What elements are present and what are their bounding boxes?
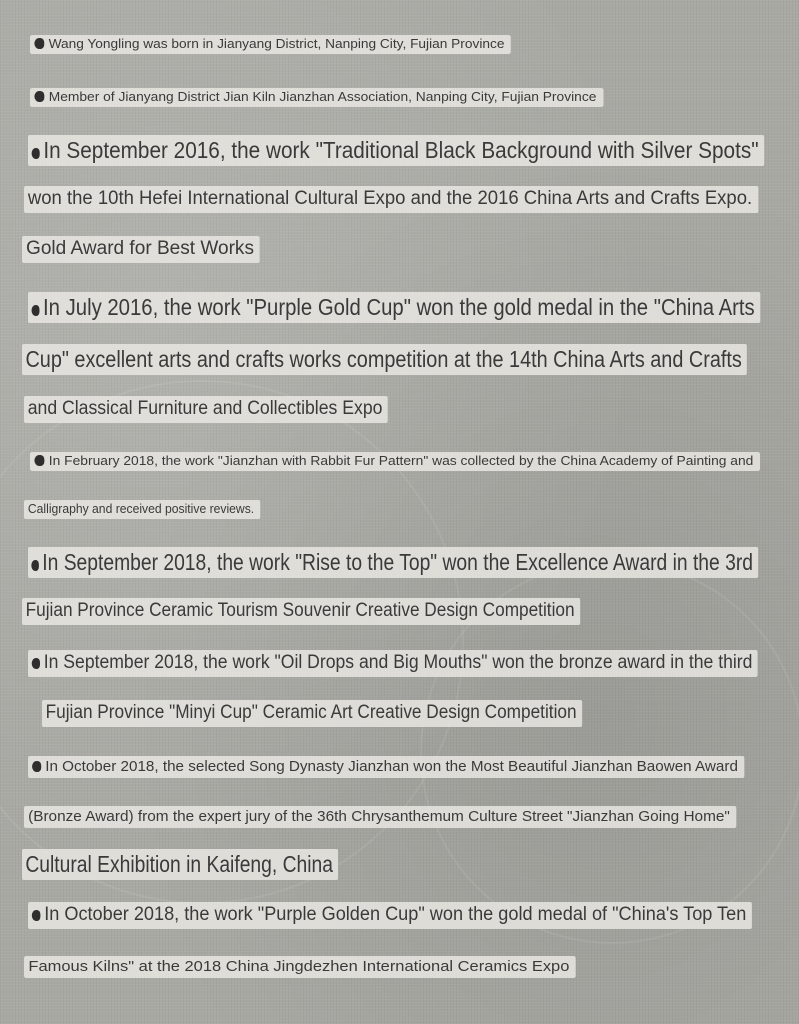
line-text: In September 2016, the work "Traditional Black Background with Silver Spots" bbox=[43, 137, 759, 163]
text-line-2 bbox=[30, 88, 603, 107]
bullet-icon bbox=[34, 455, 44, 466]
text-line-3 bbox=[28, 135, 764, 166]
line-text: Wang Yongling was born in Jianyang District, Nanping City, Fujian Province bbox=[48, 37, 505, 51]
text-line-11 bbox=[28, 547, 758, 578]
text-line-12 bbox=[22, 598, 580, 625]
line-text: In October 2018, the selected Song Dynasty Jianzhan won the Most Beautiful Jianzhan Baowen Award bbox=[45, 758, 738, 775]
text-line-16 bbox=[24, 806, 736, 828]
line-text: Famous Kilns" at the 2018 China Jingdezhen International Ceramics Expo bbox=[28, 958, 570, 975]
line-text: (Bronze Award) from the expert jury of the 36th Chrysanthemum Culture Street "Jianzhan Going Home" bbox=[28, 808, 730, 825]
text-line-10 bbox=[24, 500, 260, 519]
bullet-icon bbox=[32, 910, 41, 921]
line-text: In July 2016, the work "Purple Gold Cup" won the gold medal in the "China Arts bbox=[43, 294, 755, 320]
line-text: In September 2018, the work "Oil Drops and Big Mouths" won the bronze award in the third bbox=[43, 652, 753, 673]
text-line-6 bbox=[28, 292, 760, 323]
text-line-4 bbox=[24, 186, 758, 213]
text-line-15 bbox=[28, 756, 744, 778]
bullet-icon bbox=[32, 305, 40, 316]
bullet-icon bbox=[32, 148, 40, 159]
text-line-18 bbox=[28, 902, 752, 929]
line-text: Member of Jianyang District Jian Kiln Jianzhan Association, Nanping City, Fujian Province bbox=[48, 90, 597, 104]
line-text: Fujian Province Ceramic Tourism Souvenir Creative Design Competition bbox=[25, 600, 575, 621]
text-line-17 bbox=[22, 849, 338, 880]
line-text: Cultural Exhibition in Kaifeng, China bbox=[25, 851, 333, 877]
bullet-icon bbox=[34, 91, 44, 102]
text-line-13 bbox=[28, 650, 758, 677]
line-text: and Classical Furniture and Collectibles Expo bbox=[27, 398, 383, 419]
text-line-14 bbox=[42, 700, 582, 727]
line-text: In October 2018, the work "Purple Golden Cup" won the gold medal of "China's Top Ten bbox=[44, 904, 747, 925]
bullet-icon bbox=[32, 658, 40, 669]
text-line-19 bbox=[24, 956, 576, 978]
line-text: Gold Award for Best Works bbox=[26, 238, 254, 259]
line-text: won the 10th Hefei International Cultural Expo and the 2016 China Arts and Crafts Expo. bbox=[27, 188, 753, 209]
line-text: In September 2018, the work "Rise to the Top" won the Excellence Award in the 3rd bbox=[42, 549, 753, 575]
line-text: Calligraphy and received positive reviews. bbox=[27, 502, 255, 516]
text-line-5 bbox=[22, 236, 260, 263]
bullet-icon bbox=[34, 38, 44, 49]
text-line-8 bbox=[24, 396, 388, 423]
line-text: Fujian Province "Minyi Cup" Ceramic Art Creative Design Competition bbox=[45, 702, 577, 723]
text-line-7 bbox=[22, 344, 747, 375]
line-text: In February 2018, the work "Jianzhan with Rabbit Fur Pattern" was collected by the China Academy of Painting and bbox=[48, 454, 754, 468]
line-text: Cup" excellent arts and crafts works competition at the 14th China Arts and Crafts bbox=[25, 346, 742, 372]
text-line-9 bbox=[30, 452, 760, 471]
bullet-icon bbox=[32, 761, 41, 772]
bullet-icon bbox=[31, 560, 39, 571]
text-line-1 bbox=[30, 35, 511, 54]
